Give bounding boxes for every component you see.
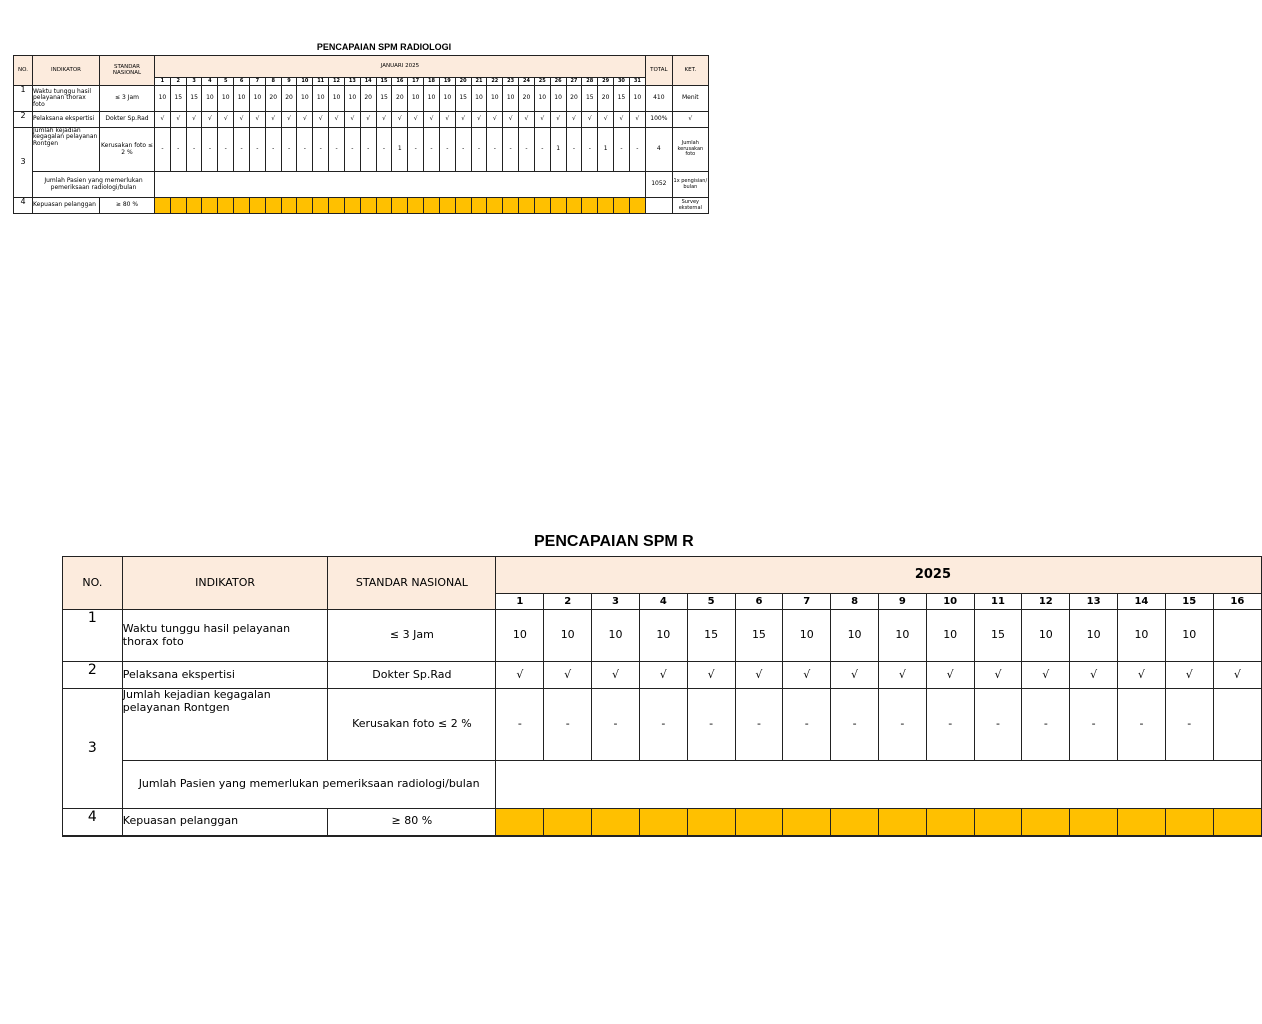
satisfaction-highlight-cell: [783, 809, 831, 836]
daily-value: √: [878, 662, 926, 689]
daily-value: √: [614, 112, 630, 128]
daily-value: √: [408, 112, 424, 128]
daily-value: -: [360, 128, 376, 172]
day-number: 17: [408, 78, 424, 86]
daily-value: -: [831, 689, 879, 761]
daily-value: √: [519, 112, 535, 128]
satisfaction-highlight-cell: [550, 198, 566, 214]
satisfaction-highlight-cell: [234, 198, 250, 214]
daily-value: -: [534, 128, 550, 172]
daily-value: √: [218, 112, 234, 128]
satisfaction-highlight-cell: [687, 809, 735, 836]
empty-span: [155, 172, 646, 198]
day-number: 13: [1070, 594, 1118, 610]
daily-value: -: [639, 689, 687, 761]
standar-cell: ≤ 3 Jam: [328, 610, 496, 662]
header-indikator: INDIKATOR: [33, 56, 100, 86]
total-cell: 1052: [645, 172, 672, 198]
daily-value: -: [1022, 689, 1070, 761]
daily-value: 10: [1118, 610, 1166, 662]
daily-value: 10: [487, 86, 503, 112]
row-number: 4: [63, 809, 123, 836]
daily-value: √: [783, 662, 831, 689]
total-cell: 4: [645, 128, 672, 172]
daily-value: √: [1070, 662, 1118, 689]
satisfaction-highlight-cell: [582, 198, 598, 214]
daily-value: -: [218, 128, 234, 172]
standar-cell: Kerusakan foto ≤ 2 %: [328, 689, 496, 761]
total-cell: 410: [645, 86, 672, 112]
daily-value: 10: [544, 610, 592, 662]
daily-value: -: [503, 128, 519, 172]
day-number: 25: [534, 78, 550, 86]
satisfaction-highlight-cell: [926, 809, 974, 836]
daily-value: 10: [503, 86, 519, 112]
daily-value: 20: [265, 86, 281, 112]
daily-value: -: [455, 128, 471, 172]
daily-value: -: [974, 689, 1022, 761]
day-number: 5: [687, 594, 735, 610]
row-number: 4: [14, 198, 33, 214]
daily-value: 10: [155, 86, 171, 112]
satisfaction-highlight-cell: [186, 198, 202, 214]
daily-value: √: [1022, 662, 1070, 689]
total-cell: [645, 198, 672, 214]
daily-value: 10: [496, 610, 544, 662]
day-number: 21: [471, 78, 487, 86]
satisfaction-highlight-cell: [392, 198, 408, 214]
day-number: 3: [186, 78, 202, 86]
ket-cell: Menit: [672, 86, 708, 112]
daily-value: 10: [1165, 610, 1213, 662]
daily-value: √: [360, 112, 376, 128]
day-number: 31: [629, 78, 645, 86]
daily-value: 10: [234, 86, 250, 112]
ket-cell: 1x pengisian/ bulan: [672, 172, 708, 198]
daily-value: √: [202, 112, 218, 128]
day-number: 12: [1022, 594, 1070, 610]
row-number: 3: [14, 128, 33, 198]
daily-value: 10: [550, 86, 566, 112]
daily-value: 20: [598, 86, 614, 112]
day-number: 8: [831, 594, 879, 610]
daily-value: -: [878, 689, 926, 761]
satisfaction-highlight-cell: [329, 198, 345, 214]
day-number: 14: [1118, 594, 1166, 610]
satisfaction-highlight-cell: [170, 198, 186, 214]
daily-value: -: [1165, 689, 1213, 761]
satisfaction-highlight-cell: [1165, 809, 1213, 836]
daily-value: -: [376, 128, 392, 172]
spm-table: [13, 55, 709, 214]
daily-value: 15: [614, 86, 630, 112]
daily-value: -: [487, 128, 503, 172]
daily-value: 10: [1022, 610, 1070, 662]
daily-value: √: [329, 112, 345, 128]
daily-value: -: [1118, 689, 1166, 761]
satisfaction-highlight-cell: [496, 809, 544, 836]
day-number: 11: [974, 594, 1022, 610]
standar-cell: Dokter Sp.Rad: [100, 112, 155, 128]
satisfaction-highlight-cell: [614, 198, 630, 214]
daily-value: √: [155, 112, 171, 128]
daily-value: 15: [455, 86, 471, 112]
daily-value: 20: [566, 86, 582, 112]
header-standar: STANDAR NASIONAL: [328, 557, 496, 610]
daily-value: √: [566, 112, 582, 128]
daily-value: -: [186, 128, 202, 172]
daily-value: -: [408, 128, 424, 172]
daily-value: -: [582, 128, 598, 172]
daily-value: 10: [783, 610, 831, 662]
satisfaction-highlight-cell: [471, 198, 487, 214]
indikator-cell: Jumlah kejadian kegagalan pelayanan Rontgen: [33, 128, 100, 172]
daily-value: 10: [249, 86, 265, 112]
daily-value: -: [297, 128, 313, 172]
satisfaction-highlight-cell: [592, 809, 640, 836]
daily-value: -: [249, 128, 265, 172]
daily-value: √: [297, 112, 313, 128]
daily-value: -: [234, 128, 250, 172]
daily-value: 20: [519, 86, 535, 112]
satisfaction-highlight-cell: [376, 198, 392, 214]
satisfaction-highlight-cell: [249, 198, 265, 214]
daily-value: √: [344, 112, 360, 128]
daily-value: √: [234, 112, 250, 128]
day-number: 7: [783, 594, 831, 610]
header-no: NO.: [63, 557, 123, 610]
daily-value: 10: [202, 86, 218, 112]
day-number: 9: [878, 594, 926, 610]
daily-value: √: [926, 662, 974, 689]
day-number: 27: [566, 78, 582, 86]
indikator-cell: Waktu tunggu hasil pelayanan thorax foto: [33, 86, 100, 112]
daily-value: [1213, 610, 1261, 662]
row-number: 1: [63, 610, 123, 662]
daily-value: 10: [926, 610, 974, 662]
indikator-cell: Waktu tunggu hasil pelayanan thorax foto: [122, 610, 328, 662]
daily-value: 10: [439, 86, 455, 112]
daily-value: √: [639, 662, 687, 689]
daily-value: -: [926, 689, 974, 761]
day-number: 14: [360, 78, 376, 86]
daily-value: -: [281, 128, 297, 172]
header-standar: STANDAR NASIONAL: [100, 56, 155, 86]
satisfaction-highlight-cell: [408, 198, 424, 214]
row-number: 2: [63, 662, 123, 689]
day-number: 29: [598, 78, 614, 86]
satisfaction-highlight-cell: [202, 198, 218, 214]
daily-value: -: [783, 689, 831, 761]
daily-value: 15: [376, 86, 392, 112]
daily-value: √: [496, 662, 544, 689]
daily-value: √: [592, 662, 640, 689]
standar-cell: Kerusakan foto ≤ 2 %: [100, 128, 155, 172]
row-number: 3: [63, 689, 123, 809]
daily-value: √: [687, 662, 735, 689]
satisfaction-highlight-cell: [297, 198, 313, 214]
row-number: 1: [14, 86, 33, 112]
satisfaction-highlight-cell: [1213, 809, 1261, 836]
daily-value: 10: [297, 86, 313, 112]
daily-value: √: [455, 112, 471, 128]
standar-cell: Dokter Sp.Rad: [328, 662, 496, 689]
daily-value: √: [376, 112, 392, 128]
day-number: 16: [1213, 594, 1261, 610]
header-ket: KET.: [672, 56, 708, 86]
satisfaction-highlight-cell: [519, 198, 535, 214]
day-number: 30: [614, 78, 630, 86]
daily-value: √: [186, 112, 202, 128]
day-number: 16: [392, 78, 408, 86]
satisfaction-highlight-cell: [439, 198, 455, 214]
day-number: 9: [281, 78, 297, 86]
daily-value: 10: [424, 86, 440, 112]
daily-value: 10: [344, 86, 360, 112]
day-number: 1: [155, 78, 171, 86]
daily-value: √: [281, 112, 297, 128]
satisfaction-highlight-cell: [974, 809, 1022, 836]
daily-value: 15: [582, 86, 598, 112]
patient-count-label: Jumlah Pasien yang memerlukan pemeriksaan radiologi/bulan: [33, 172, 155, 198]
daily-value: √: [1213, 662, 1261, 689]
daily-value: -: [313, 128, 329, 172]
day-number: 26: [550, 78, 566, 86]
day-number: 20: [455, 78, 471, 86]
daily-value: 1: [598, 128, 614, 172]
standar-cell: ≥ 80 %: [328, 809, 496, 836]
daily-value: 10: [408, 86, 424, 112]
daily-value: -: [265, 128, 281, 172]
day-number: 8: [265, 78, 281, 86]
daily-value: 10: [629, 86, 645, 112]
day-number: 24: [519, 78, 535, 86]
daily-value: √: [170, 112, 186, 128]
satisfaction-highlight-cell: [155, 198, 171, 214]
header-total: TOTAL: [645, 56, 672, 86]
indikator-cell: Pelaksana ekspertisi: [122, 662, 328, 689]
daily-value: √: [265, 112, 281, 128]
daily-value: 15: [974, 610, 1022, 662]
satisfaction-highlight-cell: [218, 198, 234, 214]
daily-value: √: [534, 112, 550, 128]
day-number: 19: [439, 78, 455, 86]
daily-value: -: [202, 128, 218, 172]
daily-value: -: [344, 128, 360, 172]
page-title: PENCAPAIAN SPM RADIOLOGI: [316, 42, 452, 52]
daily-value: [1213, 689, 1261, 761]
day-number: 2: [544, 594, 592, 610]
day-number: 5: [218, 78, 234, 86]
daily-value: 10: [1070, 610, 1118, 662]
satisfaction-highlight-cell: [1118, 809, 1166, 836]
satisfaction-highlight-cell: [1022, 809, 1070, 836]
day-number: 15: [1165, 594, 1213, 610]
daily-value: -: [424, 128, 440, 172]
day-number: 28: [582, 78, 598, 86]
daily-value: -: [439, 128, 455, 172]
daily-value: √: [1118, 662, 1166, 689]
daily-value: 1: [392, 128, 408, 172]
daily-value: √: [550, 112, 566, 128]
daily-value: 20: [392, 86, 408, 112]
day-number: 6: [234, 78, 250, 86]
satisfaction-highlight-cell: [487, 198, 503, 214]
satisfaction-highlight-cell: [313, 198, 329, 214]
daily-value: -: [329, 128, 345, 172]
satisfaction-highlight-cell: [265, 198, 281, 214]
zoomed-table-view: [60, 532, 1245, 842]
indikator-cell: Pelaksana ekspertisi: [33, 112, 100, 128]
satisfaction-highlight-cell: [344, 198, 360, 214]
daily-value: -: [592, 689, 640, 761]
day-number: 15: [376, 78, 392, 86]
daily-value: √: [831, 662, 879, 689]
daily-value: √: [735, 662, 783, 689]
daily-value: 15: [186, 86, 202, 112]
daily-value: -: [170, 128, 186, 172]
daily-value: 10: [471, 86, 487, 112]
spm-table-zoomed: [62, 556, 1262, 837]
satisfaction-highlight-cell: [566, 198, 582, 214]
header-period: 2025: [496, 557, 1262, 594]
daily-value: √: [582, 112, 598, 128]
day-number: 11: [313, 78, 329, 86]
satisfaction-highlight-cell: [360, 198, 376, 214]
daily-value: √: [598, 112, 614, 128]
daily-value: 15: [170, 86, 186, 112]
daily-value: 10: [218, 86, 234, 112]
daily-value: -: [471, 128, 487, 172]
daily-value: 10: [639, 610, 687, 662]
daily-value: -: [496, 689, 544, 761]
daily-value: √: [544, 662, 592, 689]
satisfaction-highlight-cell: [1070, 809, 1118, 836]
total-cell: 100%: [645, 112, 672, 128]
ket-cell: √: [672, 112, 708, 128]
daily-value: 1: [550, 128, 566, 172]
ket-cell: Jumlah kerusakan foto: [672, 128, 708, 172]
standar-cell: ≥ 80 %: [100, 198, 155, 214]
daily-value: -: [629, 128, 645, 172]
day-number: 6: [735, 594, 783, 610]
ket-cell: Survey eksternal: [672, 198, 708, 214]
day-number: 1: [496, 594, 544, 610]
daily-value: √: [629, 112, 645, 128]
header-period: JANUARI 2025: [155, 56, 646, 78]
zoom-title: PENCAPAIAN SPM R: [534, 533, 694, 550]
daily-value: √: [439, 112, 455, 128]
day-number: 18: [424, 78, 440, 86]
day-number: 22: [487, 78, 503, 86]
daily-value: 20: [360, 86, 376, 112]
satisfaction-highlight-cell: [424, 198, 440, 214]
indikator-cell: Jumlah kejadian kegagalan pelayanan Rontgen: [122, 689, 328, 761]
day-number: 13: [344, 78, 360, 86]
daily-value: -: [566, 128, 582, 172]
daily-value: -: [519, 128, 535, 172]
daily-value: -: [735, 689, 783, 761]
satisfaction-highlight-cell: [629, 198, 645, 214]
day-number: 3: [592, 594, 640, 610]
satisfaction-highlight-cell: [639, 809, 687, 836]
satisfaction-highlight-cell: [503, 198, 519, 214]
standar-cell: ≤ 3 Jam: [100, 86, 155, 112]
satisfaction-highlight-cell: [831, 809, 879, 836]
day-number: 10: [297, 78, 313, 86]
satisfaction-highlight-cell: [281, 198, 297, 214]
daily-value: 20: [281, 86, 297, 112]
day-number: 10: [926, 594, 974, 610]
daily-value: √: [392, 112, 408, 128]
day-number: 4: [639, 594, 687, 610]
indikator-cell: Kepuasan pelanggan: [122, 809, 328, 836]
daily-value: -: [1070, 689, 1118, 761]
patient-count-label: Jumlah Pasien yang memerlukan pemeriksaan radiologi/bulan: [122, 761, 496, 809]
day-number: 2: [170, 78, 186, 86]
day-number: 4: [202, 78, 218, 86]
satisfaction-highlight-cell: [455, 198, 471, 214]
day-number: 7: [249, 78, 265, 86]
header-indikator: INDIKATOR: [122, 557, 328, 610]
satisfaction-highlight-cell: [735, 809, 783, 836]
day-number: 23: [503, 78, 519, 86]
daily-value: 10: [313, 86, 329, 112]
day-number: 12: [329, 78, 345, 86]
daily-value: √: [471, 112, 487, 128]
daily-value: √: [249, 112, 265, 128]
daily-value: 15: [687, 610, 735, 662]
daily-value: √: [503, 112, 519, 128]
daily-value: 10: [329, 86, 345, 112]
daily-value: 10: [592, 610, 640, 662]
daily-value: √: [487, 112, 503, 128]
satisfaction-highlight-cell: [544, 809, 592, 836]
daily-value: -: [544, 689, 592, 761]
empty-span: [496, 761, 1262, 809]
daily-value: -: [155, 128, 171, 172]
satisfaction-highlight-cell: [598, 198, 614, 214]
daily-value: √: [1165, 662, 1213, 689]
satisfaction-highlight-cell: [878, 809, 926, 836]
daily-value: 10: [831, 610, 879, 662]
satisfaction-highlight-cell: [534, 198, 550, 214]
indikator-cell: Kepuasan pelanggan: [33, 198, 100, 214]
daily-value: -: [687, 689, 735, 761]
daily-value: 15: [735, 610, 783, 662]
daily-value: √: [313, 112, 329, 128]
daily-value: √: [974, 662, 1022, 689]
row-number: 2: [14, 112, 33, 128]
daily-value: -: [614, 128, 630, 172]
daily-value: 10: [534, 86, 550, 112]
header-no: NO.: [14, 56, 33, 86]
daily-value: √: [424, 112, 440, 128]
daily-value: 10: [878, 610, 926, 662]
